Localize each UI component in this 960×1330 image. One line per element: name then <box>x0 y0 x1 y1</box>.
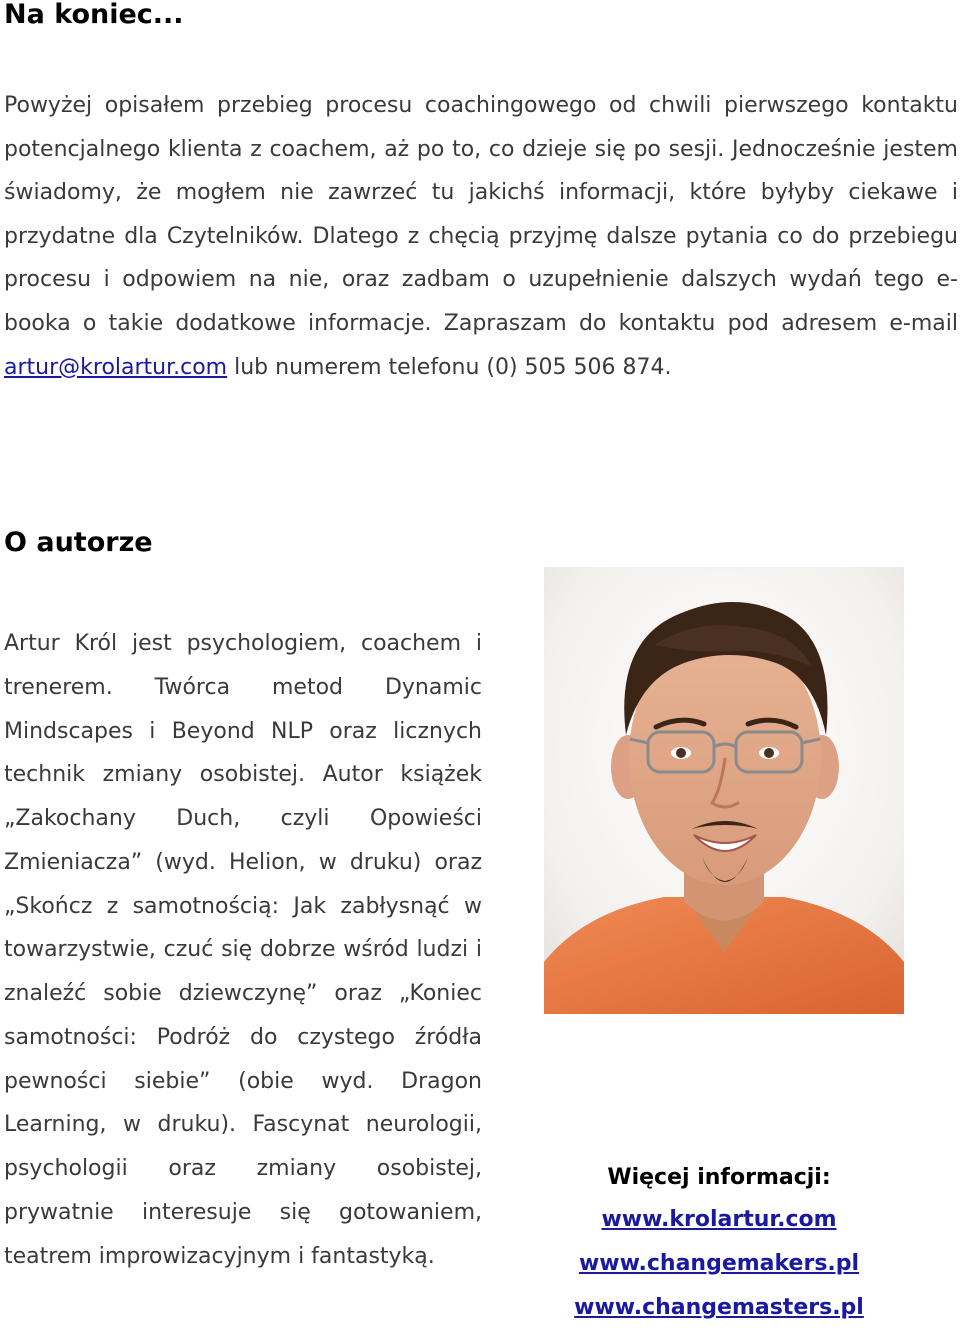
more-info-box <box>544 1158 894 1330</box>
author-bio: Artur Król jest psychologiem, coachem i trenerem. Twórca metod Dynamic Mindscapes i Beyond NLP oraz licznych technik zmiany osobistej. Autor książek „Zakochany Duch, czyli Opowieści Zmieniacza” (wyd. Helion, w druku) oraz „Skończ z samotnością: Jak zabłysnąć w towarzystwie, czuć się dobrze wśród ludzi i znaleźć sobie dziewczynę” oraz „Koniec samotności: Podróż do czystego źródła pewności siebie” (obie wyd. Dragon Learning, w druku). Fascynat neurologii, psychologii oraz zmiany osobistej, prywatnie interesuje się gotowaniem, teatrem improwizacyjnym i fantastyką. <box>4 631 482 1269</box>
email-link[interactable]: artur@krolartur.com <box>4 354 228 380</box>
page-title: Na koniec... <box>4 0 184 30</box>
link-changemasters[interactable]: www.changemasters.pl <box>574 1295 864 1320</box>
author-photo <box>544 567 904 1014</box>
more-info-heading: Więcej informacji: <box>607 1165 831 1190</box>
link-changemakers[interactable]: www.changemakers.pl <box>578 1251 860 1276</box>
intro-paragraph <box>4 84 958 389</box>
about-heading: O autorze <box>4 527 153 558</box>
intro-text-after: lub numerem telefonu (0) 505 506 874. <box>227 354 672 380</box>
author-portrait-image <box>544 567 904 1014</box>
intro-text-before: Powyżej opisałem przebieg procesu coachingowego od chwili pierwszego kontaktu potencjalnego klienta z coachem, aż po to, co dzieje się po sesji. Jednocześnie jestem świadomy, że mogłem nie zawrzeć tu jakichś informacji, które byłyby ciekawe i przydatne dla Czytelników. Dlatego z chęcią przyjmę dalsze pytania co do przebiegu procesu i odpowiem na nie, oraz zadbam o uzupełnienie dalszych wydań tego e-booka o takie dodatkowe informacje. Zapraszam do kontaktu pod adresem e-mail <box>4 93 958 336</box>
link-krolartur[interactable]: www.krolartur.com <box>601 1207 837 1232</box>
